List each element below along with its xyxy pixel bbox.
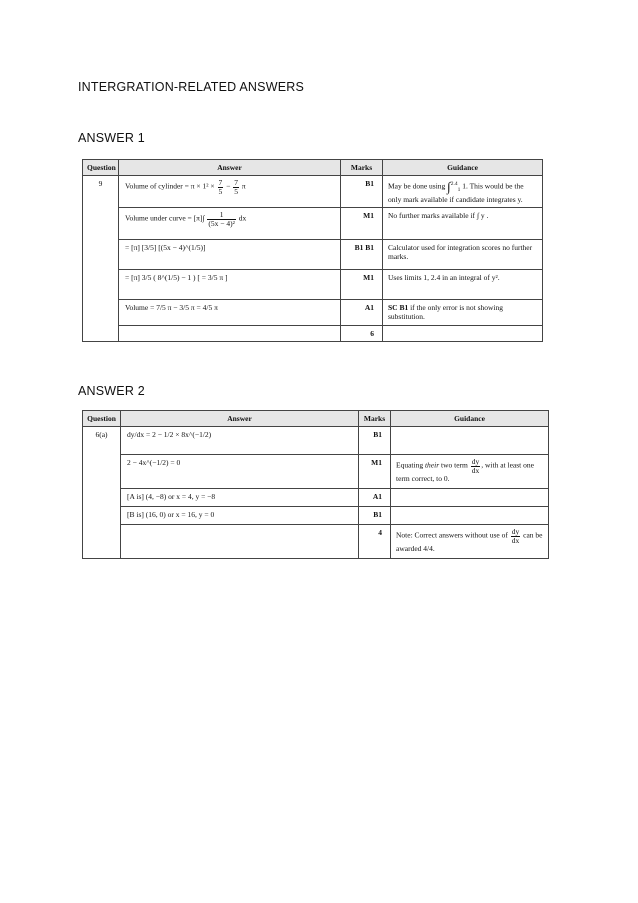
marks-header: Marks bbox=[341, 160, 383, 176]
answer-cell: dy/dx = 2 − 1/2 × 8x^(−1/2) bbox=[121, 427, 359, 455]
marks-cell: B1 bbox=[359, 427, 391, 455]
answer-header: Answer bbox=[119, 160, 341, 176]
answer-cell: = [π] 3/5 ( 8^(1/5) − 1 ) [ = 3/5 π ] bbox=[119, 270, 341, 300]
guidance-cell: Uses limits 1, 2.4 in an integral of y². bbox=[383, 270, 543, 300]
fraction: $\frac{1}{\text{(5x − 4)²}}$ bbox=[208, 210, 235, 228]
table-row bbox=[83, 326, 543, 342]
question-number: 9 bbox=[83, 176, 119, 342]
table-row bbox=[83, 489, 549, 507]
marks-cell: B1 bbox=[359, 507, 391, 525]
marks-cell: B1 bbox=[341, 176, 383, 208]
table-row bbox=[83, 240, 543, 270]
question-header: Question bbox=[83, 411, 121, 427]
guidance-cell bbox=[391, 427, 549, 455]
total-marks-cell: 6 bbox=[341, 326, 383, 342]
answer-cell: = [π] [3/5] [(5x − 4)^(1/5)] bbox=[119, 240, 341, 270]
total-marks-cell: 4 bbox=[359, 525, 391, 559]
table-row bbox=[83, 507, 549, 525]
answer1-table bbox=[82, 159, 543, 342]
fraction: $\frac{7}{5}$ bbox=[234, 178, 238, 196]
fraction: $\frac{7}{5}$ bbox=[218, 178, 223, 196]
answer-cell bbox=[119, 326, 341, 342]
answer-cell: Volume = 7/5 π − 3/5 π = 4/5 π bbox=[119, 300, 341, 326]
answer-text: Volume of cylinder = π × 1² × bbox=[125, 181, 217, 191]
marks-cell: B1 B1 bbox=[341, 240, 383, 270]
answer2-table bbox=[82, 410, 549, 559]
derivative-fraction: $\frac{dy}{dx}$ bbox=[511, 527, 520, 545]
answer-cell: [A is] (4, −8) or x = 4, y = −8 bbox=[121, 489, 359, 507]
answer-cell: Volume under curve = [π]∫ $\frac{1}{\text{(5x − 4)²}}$ dx bbox=[119, 208, 341, 240]
answer-cell: 2 − 4x^(−1/2) = 0 bbox=[121, 455, 359, 489]
answer2-header-row bbox=[83, 411, 549, 427]
table-row bbox=[83, 300, 543, 326]
marks-cell: M1 bbox=[359, 455, 391, 489]
table-row bbox=[83, 427, 549, 455]
guidance-cell: Equating their two term $\frac{dy}{dx}$ , with at least one term correct, to 0. bbox=[391, 455, 549, 489]
integral-icon: ∫ bbox=[447, 179, 451, 194]
derivative-fraction: $\frac{dy}{dx}$ bbox=[471, 457, 480, 475]
marks-cell: A1 bbox=[341, 300, 383, 326]
table-row bbox=[83, 455, 549, 489]
answer-header: Answer bbox=[121, 411, 359, 427]
marks-cell: A1 bbox=[359, 489, 391, 507]
page-title: INTERGRATION-RELATED ANSWERS bbox=[78, 80, 304, 94]
guidance-cell: SC B1 if the only error is not showing substitution. bbox=[383, 300, 543, 326]
guidance-cell: Note: Correct answers without use of $\frac{dy}{dx}$ can be awarded 4/4. bbox=[391, 525, 549, 559]
marks-cell: M1 bbox=[341, 270, 383, 300]
guidance-cell: May be done using ∫$^{2.4}_1$ 1. This would be the only mark available if candidate integrates y. bbox=[383, 176, 543, 208]
table-row bbox=[83, 525, 549, 559]
guidance-header: Guidance bbox=[383, 160, 543, 176]
guidance-header: Guidance bbox=[391, 411, 549, 427]
marks-header: Marks bbox=[359, 411, 391, 427]
table-row bbox=[83, 176, 543, 208]
answer-cell bbox=[121, 525, 359, 559]
answer2-heading: ANSWER 2 bbox=[78, 384, 145, 398]
answer1-heading: ANSWER 1 bbox=[78, 131, 145, 145]
marks-cell: M1 bbox=[341, 208, 383, 240]
table-row bbox=[83, 270, 543, 300]
table-row bbox=[83, 208, 543, 240]
guidance-cell bbox=[391, 489, 549, 507]
guidance-cell: Calculator used for integration scores no further marks. bbox=[383, 240, 543, 270]
guidance-cell bbox=[383, 326, 543, 342]
answer-cell: [B is] (16, 0) or x = 16, y = 0 bbox=[121, 507, 359, 525]
guidance-cell bbox=[391, 507, 549, 525]
answer1-header-row bbox=[83, 160, 543, 176]
question-header: Question bbox=[83, 160, 119, 176]
question-number: 6(a) bbox=[83, 427, 121, 559]
answer-cell: Volume of cylinder = π × 1² × $\frac{7}{5}$ − $\frac{7}{5}$ π bbox=[119, 176, 341, 208]
guidance-cell: No further marks available if ∫ y . bbox=[383, 208, 543, 240]
